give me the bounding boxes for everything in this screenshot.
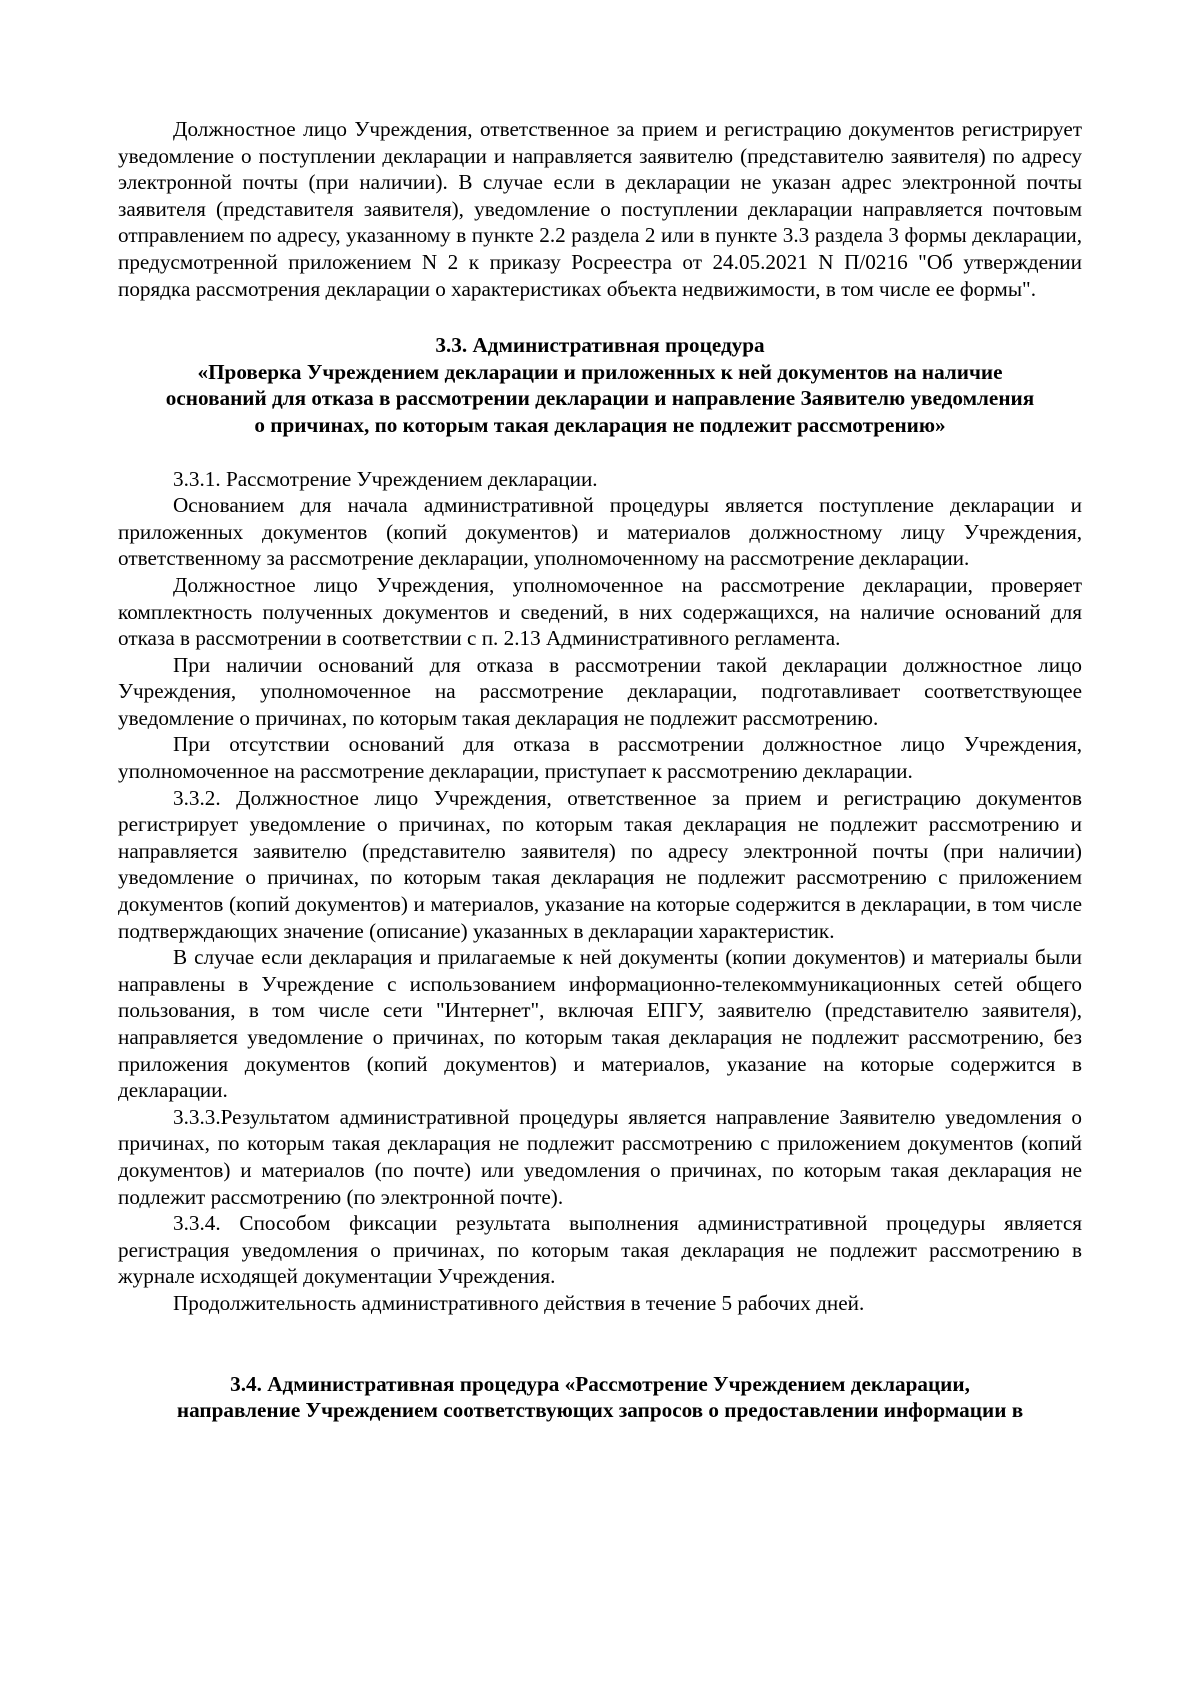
section-3-3-heading (118, 332, 1082, 438)
paragraph-duration: Продолжительность административного действия в течение 5 рабочих дней. (173, 1290, 865, 1315)
paragraph: В случае если декларация и прилагаемые к ней документы (копии документов) и материалы были направлены в Учреждение с использованием информационно-телекоммуникационных сетей общего пользования, в том числе сети "Интернет", включая ЕПГУ, заявителю (представителю заявителя), направляется уведомление о причинах, по которым такая декларация не подлежит рассмотрению, без приложения документов (копий документов) и материалов, указание на которые содержится в декларации. (118, 945, 1082, 1103)
heading-line: о причинах, по которым такая декларация не подлежит рассмотрению» (254, 412, 946, 437)
paragraph: Должностное лицо Учреждения, уполномоченное на рассмотрение декларации, проверяет комплектность полученных документов и сведений, в них содержащихся, на наличие оснований для отказа в рассмотрении в соответствии с п. 2.13 Административного регламента. (118, 572, 1082, 651)
paragraph-intro: Должностное лицо Учреждения, ответственное за прием и регистрацию документов регистрирует уведомление о поступлении декларации и направляется заявителю (представителю заявителя) по адресу электронной почты (при наличии). В случае если в декларации не указан адрес электронной почты заявителя (представителя заявителя), уведомление о поступлении декларации направляется почтовым отправлением по адресу, указанному в пункте 2.2 раздела 2 или в пункте 3.3 раздела 3 формы декларации, предусмотренной приложением N 2 к приказу Росреестра от 24.05.2021 N П/0216 "Об утверждении порядка рассмотрения декларации о характеристиках объекта недвижимости, в том числе ее формы". (118, 117, 1082, 301)
heading-line: 3.3. Административная процедура (435, 333, 765, 358)
paragraph-3-3-2: 3.3.2. Должностное лицо Учреждения, ответственное за прием и регистрацию документов регистрирует уведомление о причинах, по которым такая декларация не подлежит рассмотрению и направляется заявителю (представителю заявителя) по адресу электронной почты (при наличии) уведомление о причинах, по которым такая декларация не подлежит рассмотрению с приложением документов (копий документов) и материалов, указание на которые содержится в декларации, в том числе подтверждающих значение (описание) указанных в декларации характеристик. (118, 785, 1082, 943)
heading-line: «Проверка Учреждением декларации и приложенных к ней документов на наличие (197, 359, 1003, 384)
heading-line: оснований для отказа в рассмотрении декларации и направление Заявителю уведомления (165, 386, 1035, 411)
paragraph: Основанием для начала административной процедуры является поступление декларации и приложенных документов (копий документов) и материалов должностному лицу Учреждения, ответственному за рассмотрение декларации, уполномоченному на рассмотрение декларации. (118, 493, 1082, 571)
paragraph-3-3-1: 3.3.1. Рассмотрение Учреждением декларации. (173, 466, 598, 491)
paragraph: При наличии оснований для отказа в рассмотрении такой декларации должностное лицо Учреждения, уполномоченное на рассмотрение декларации, подготавливает соответствующее уведомление о причинах, по которым такая декларация не подлежит рассмотрению. (118, 652, 1082, 730)
heading-line: 3.4. Административная процедура «Рассмотрение Учреждением декларации, (230, 1371, 970, 1396)
heading-line: направление Учреждением соответствующих запросов о предоставлении информации в (176, 1398, 1024, 1423)
paragraph: При отсутствии оснований для отказа в рассмотрении должностное лицо Учреждения, уполномоченное на рассмотрение декларации, приступает к рассмотрению декларации. (118, 732, 1082, 784)
section-3-4-heading (118, 1371, 1082, 1424)
paragraph-3-3-4: 3.3.4. Способом фиксации результата выполнения административной процедуры является регистрация уведомления о причинах, по которым такая декларация не подлежит рассмотрению в журнале исходящей документации Учреждения. (118, 1211, 1082, 1289)
document-page (118, 116, 1082, 1424)
paragraph-3-3-3: 3.3.3.Результатом административной процедуры является направление Заявителю уведомления о причинах, по которым такая декларация не подлежит рассмотрению с приложением документов (копий документов) и материалов (по почте) или уведомления о причинах, по которым такая декларация не подлежит рассмотрению (по электронной почте). (118, 1104, 1082, 1209)
